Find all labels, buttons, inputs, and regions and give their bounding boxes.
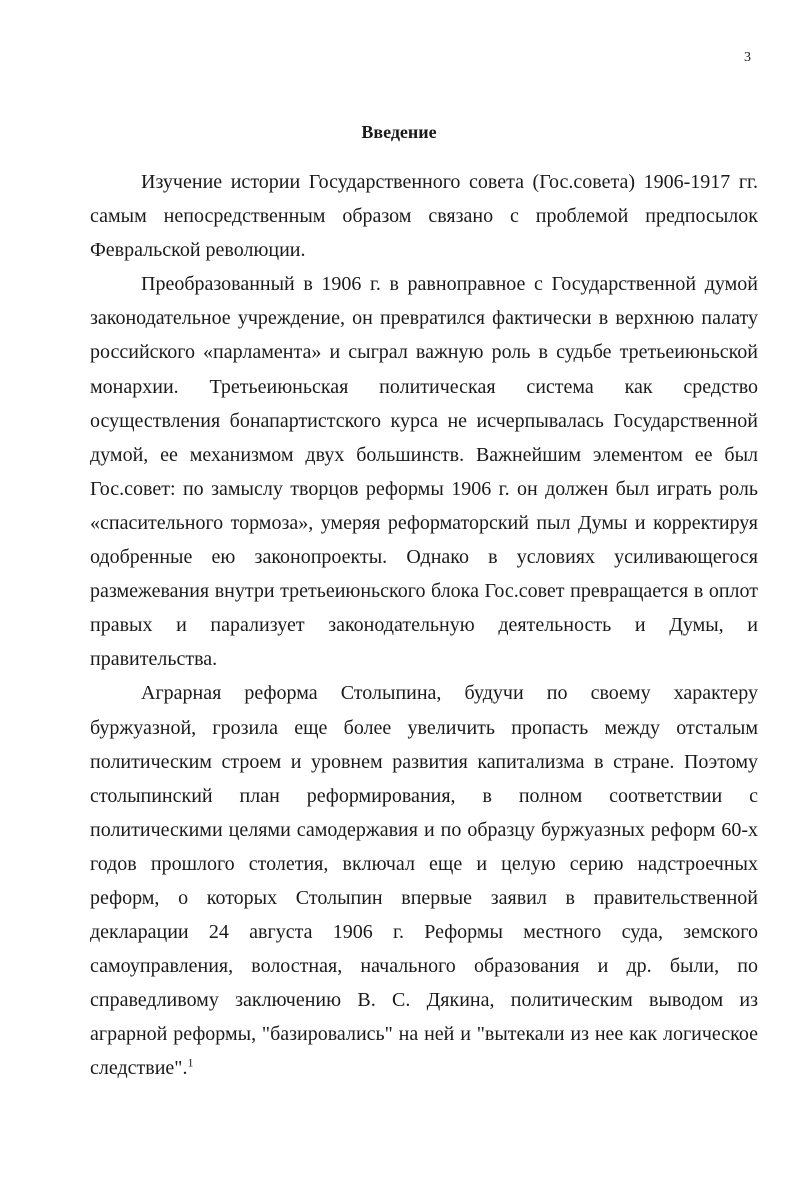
page-number: 3 bbox=[744, 50, 751, 65]
paragraph-1: Изучение истории Государственного совета (Гос.совета) 1906-1917 гг. самым непосредственным образом связано с проблемой предпосылок Февральской революции. bbox=[90, 171, 758, 262]
paragraph-3-text: Аграрная реформа Столыпина, будучи по своему характеру буржуазной, грозила еще более увеличить пропасть между отсталым политическим строем и уровнем развития капитализма в стране. Поэтому столыпинский план реформирования, в полном соответствии с политическими целями самодержавия и по образцу буржуазных реформ 60-х годов прошлого столетия, включал еще и целую серию надстроечных реформ, о которых Столыпин впервые заявил в правительственной декларации 24 августа 1906 г. Реформы местного суда, земского самоуправления, волостная, начального образования и др. были, по справедливому заключению В. С. Дякина, политическим выводом из аграрной реформы, "базировались" на ней и "вытекали из нее как логическое следствие". bbox=[90, 682, 758, 1080]
paragraph-3 bbox=[90, 676, 758, 1085]
document-body bbox=[90, 165, 758, 1086]
footnote-marker[interactable]: 1 bbox=[187, 1055, 194, 1070]
section-heading: Введение bbox=[361, 122, 437, 142]
paragraph-2: Преобразованный в 1906 г. в равноправное с Государственной думой законодательное учреждение, он превратился фактически в верхнюю палату российского «парламента» и сыграл важную роль в судьбе третьеиюньской монархии. Третьеиюньская политическая система как средство осуществления бонапартистского курса не исчерпывалась Государственной думой, ее механизмом двух большинств. Важнейшим элементом ее был Гос.совет: по замыслу творцов реформы 1906 г. он должен был играть роль «спасительного тормоза», умеряя реформаторский пыл Думы и корректируя одобренные ею законопроекты. Однако в условиях усиливающегося размежевания внутри третьеиюньского блока Гос.совет превращается в оплот правых и парализует законодательную деятельность и Думы, и правительства. bbox=[90, 273, 758, 671]
